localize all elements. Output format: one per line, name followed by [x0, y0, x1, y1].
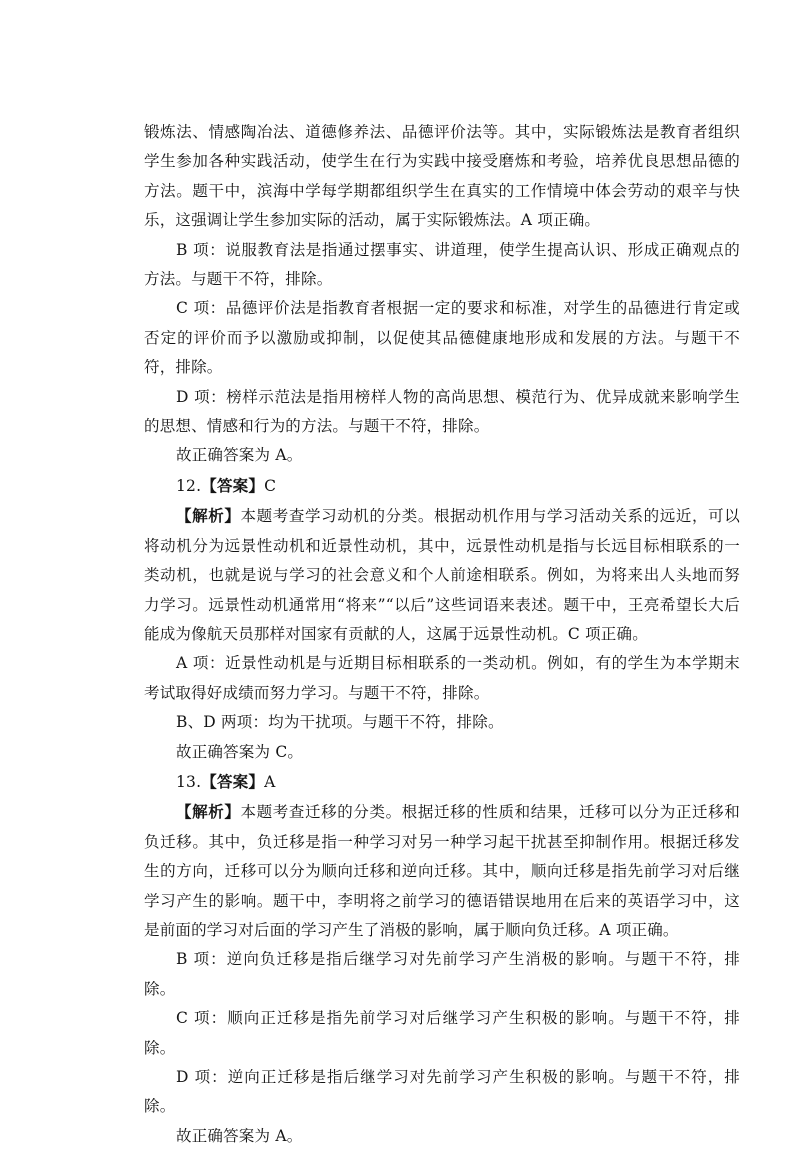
paragraph-option-b-13: B 项：逆向负迁移是指后继学习对先前学习产生消极的影响。与题干不符，排除。	[144, 950, 740, 998]
answer-label: 【答案】	[201, 475, 265, 495]
answer-explanations	[144, 118, 740, 1151]
answer-header-12	[144, 471, 740, 501]
paragraph-option-c-13: C 项：顺向正迁移是指先前学习对后继学习产生积极的影响。与题干不符，排除。	[144, 1009, 740, 1057]
paragraph-option-a-12: A 项：近景性动机是与近期目标相联系的一类动机。例如，有的学生为本学期末考试取得好成绩而努力学习。与题干不符，排除。	[144, 654, 740, 702]
analysis-label: 【解析】	[176, 802, 241, 822]
analysis-12: 【解析】本题考查学习动机的分类。根据动机作用与学习活动关系的远近，可以将动机分为远景性动机和近景性动机，其中，远景性动机是指与长远目标相联系的一类动机，也就是说与学习的社会意义和个人前途相联系。例如，为将来出人头地而努力学习。远景性动机通常用“将来”“以后”这些词语来表述。题干中，王亮希望长大后能成为像航天员那样对国家有贡献的人，这属于远景性动机。C 项正确。	[144, 506, 740, 643]
correct-answer-13: 故正确答案为 A。	[176, 1126, 303, 1145]
question-number: 13.	[176, 772, 202, 791]
paragraph-option-d: D 项：榜样示范法是指用榜样人物的高尚思想、模范行为、优异成就来影响学生的思想、情感和行为的方法。与题干不符，排除。	[144, 387, 740, 436]
paragraph-option-c: C 项：品德评价法是指教育者根据一定的要求和标准，对学生的品德进行肯定或否定的评价而予以激励或抑制，以促使其品德健康地形成和发展的方法。与题干不符，排除。	[144, 299, 740, 377]
paragraph-option-bd-12: B、D 两项：均为干扰项。与题干不符，排除。	[176, 713, 504, 732]
analysis-13: 【解析】本题考查迁移的分类。根据迁移的性质和结果，迁移可以分为正迁移和负迁移。其中，负迁移是指一种学习对另一种学习起干扰甚至抑制作用。根据迁移发生的方向，迁移可以分为顺向迁移和逆向迁移。其中，顺向迁移是指先前学习对后继学习产生的影响。题干中，李明将之前学习的德语错误地用在后来的英语学习中，这是前面的学习对后面的学习产生了消极的影响，属于顺向负迁移。A 项正确。	[144, 802, 740, 939]
correct-answer-11: 故正确答案为 A。	[176, 446, 303, 465]
analysis-label: 【解析】	[176, 506, 241, 526]
question-number: 12.	[176, 476, 202, 495]
paragraph-practice-method: 锻炼法、情感陶冶法、道德修养法、品德评价法等。其中，实际锻炼法是教育者组织学生参加各种实践活动，使学生在行为实践中接受磨炼和考验，培养优良思想品德的方法。题干中，滨海中学每学期都组织学生在真实的工作情境中体会劳动的艰辛与快乐，这强调让学生参加实际的活动，属于实际锻炼法。A 项正确。	[144, 123, 740, 230]
paragraph-option-d-13: D 项：逆向正迁移是指后继学习对先前学习产生积极的影响。与题干不符，排除。	[144, 1068, 740, 1116]
answer-header-13	[144, 767, 740, 797]
answer-value: C	[264, 476, 277, 495]
paragraph-option-b: B 项：说服教育法是指通过摆事实、讲道理，使学生提高认识、形成正确观点的方法。与题干不符，排除。	[144, 240, 740, 289]
answer-label: 【答案】	[201, 771, 265, 791]
answer-value: A	[264, 772, 276, 791]
correct-answer-12: 故正确答案为 C。	[176, 742, 304, 761]
